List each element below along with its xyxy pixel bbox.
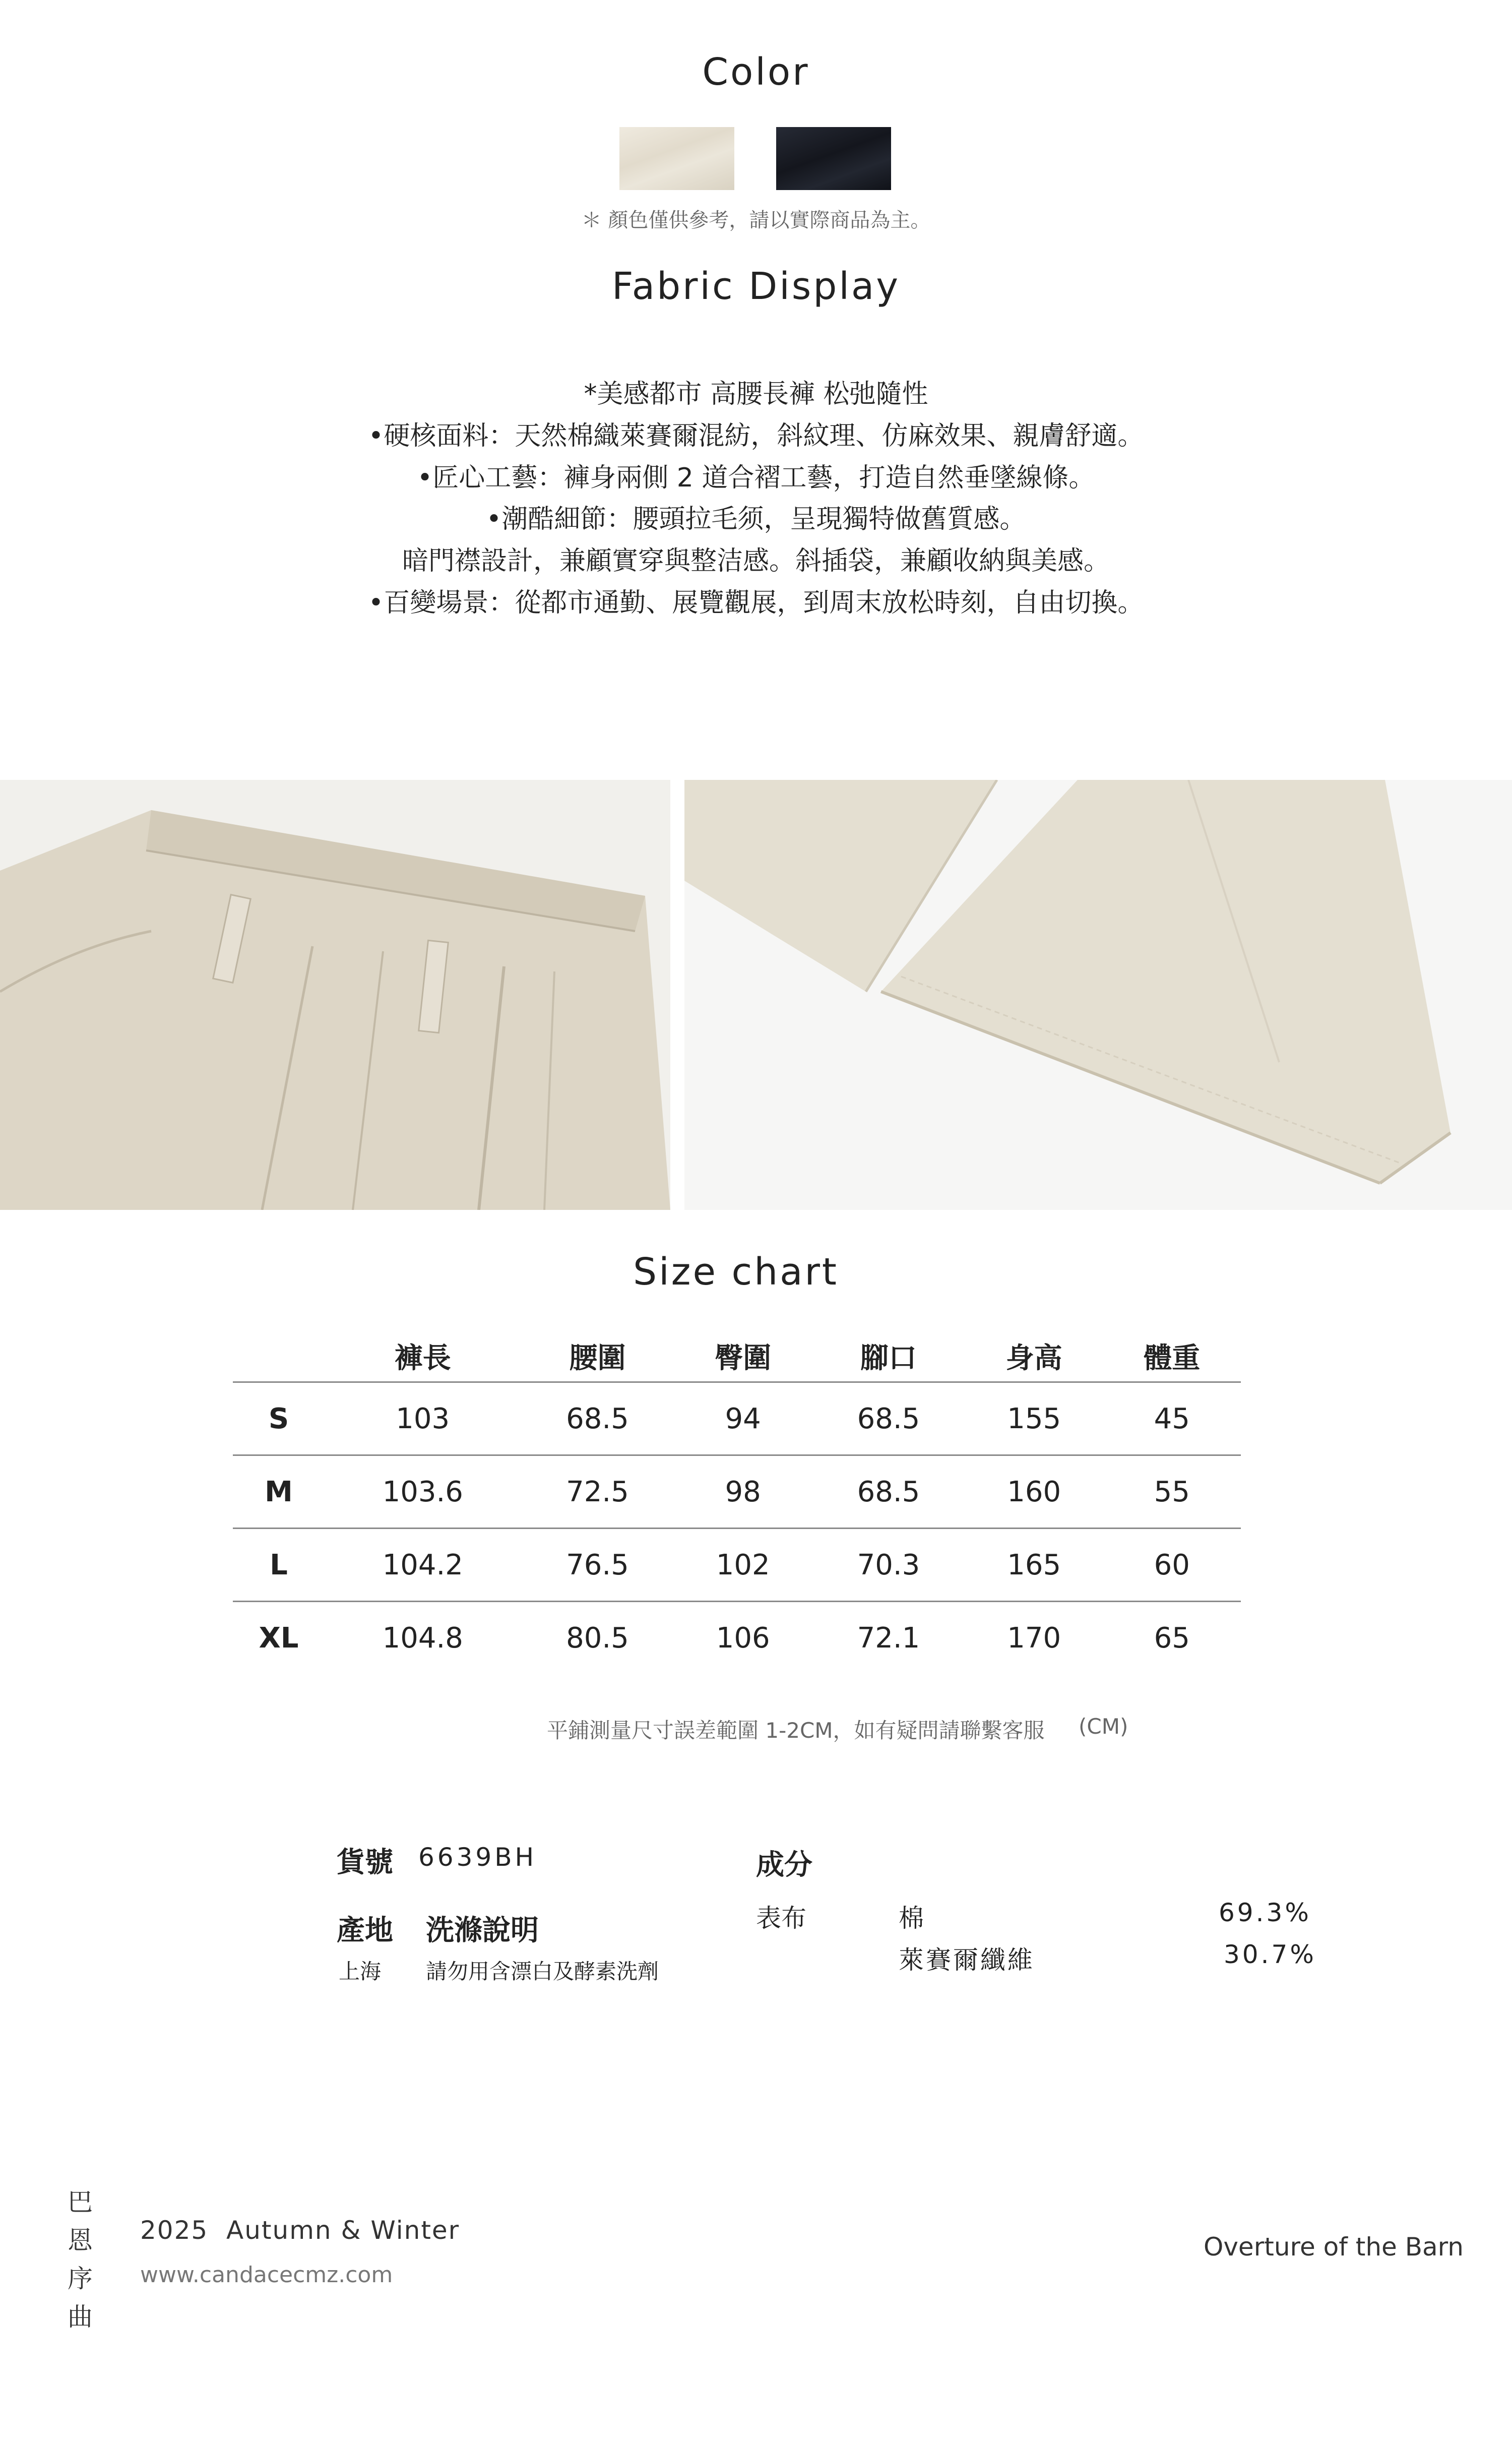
table-cell: 72.1 [812, 1602, 965, 1674]
table-cell: 104.8 [325, 1602, 521, 1674]
fabric-line-3: •匠心工藝：褲身兩側 2 道合褶工藝，打造自然垂墜線條。 [417, 463, 1095, 493]
table-cell: 106 [674, 1602, 812, 1674]
size-label: XL [233, 1602, 325, 1674]
fabric-label: 表布 [756, 1904, 806, 1933]
size-label: S [233, 1382, 325, 1455]
table-row [233, 1529, 1241, 1602]
brand-vertical [62, 2183, 98, 2336]
care-value: 請勿用含漂白及酵素洗劑 [426, 1959, 659, 1984]
care-label: 洗滌說明 [426, 1914, 539, 1947]
fabric-line-5: 暗門襟設計，兼顧實穿與整洁感。斜插袋，兼顧收納與美感。 [402, 546, 1110, 576]
table-row [233, 1382, 1241, 1455]
table-row [233, 1602, 1241, 1674]
fabric-heading: Fabric Display [611, 265, 901, 308]
item-no-value: 6639BH [418, 1843, 537, 1872]
material-name-1: 棉 [899, 1904, 924, 1933]
origin-value: 上海 [339, 1959, 382, 1984]
size-chart-heading: Size chart [633, 1250, 839, 1294]
waistband-photo [0, 780, 670, 1210]
waistband-illustration [0, 780, 670, 1210]
color-note: ＊ 顏色僅供參考，請以實際商品為主。 [581, 209, 931, 232]
brand-char: 序 [68, 2264, 93, 2293]
material-percent-2: 30.7% [1224, 1940, 1316, 1969]
table-row [233, 1455, 1241, 1529]
brand-char: 巴 [68, 2187, 93, 2217]
table-cell: 68.5 [812, 1382, 965, 1455]
table-cell: 70.3 [812, 1529, 965, 1602]
hem-illustration [684, 780, 1512, 1210]
size-table-header [233, 1331, 1241, 1382]
fabric-line-2: •硬核面料：天然棉織萊賽爾混紡，斜紋理、仿麻效果、親膚舒適。 [368, 421, 1144, 451]
col-length: 褲長 [394, 1342, 451, 1375]
size-table [233, 1331, 1241, 1674]
table-cell: 68.5 [812, 1455, 965, 1529]
col-height: 身高 [1005, 1342, 1062, 1375]
fabric-line-1: *美感都市 高腰長褲 松弛隨性 [584, 379, 928, 409]
table-cell: 165 [965, 1529, 1103, 1602]
col-hem: 腳口 [860, 1342, 917, 1375]
table-cell: 170 [965, 1602, 1103, 1674]
table-cell: 72.5 [521, 1455, 674, 1529]
table-cell: 98 [674, 1455, 812, 1529]
col-weight: 體重 [1144, 1342, 1201, 1375]
table-cell: 94 [674, 1382, 812, 1455]
hem-photo [684, 780, 1512, 1210]
table-cell: 65 [1103, 1602, 1241, 1674]
col-hip: 臀圍 [715, 1342, 772, 1375]
col-waist: 腰圍 [569, 1342, 626, 1375]
swatch-cream[interactable] [619, 127, 734, 190]
color-heading: Color [702, 50, 810, 94]
origin-label: 產地 [337, 1914, 393, 1947]
table-cell: 68.5 [521, 1382, 674, 1455]
table-cell: 80.5 [521, 1602, 674, 1674]
size-label: L [233, 1529, 325, 1602]
table-cell: 45 [1103, 1382, 1241, 1455]
table-cell: 103 [325, 1382, 521, 1455]
table-cell: 155 [965, 1382, 1103, 1455]
fabric-line-4: •潮酷細節：腰頭拉毛须，呈現獨特做舊質感。 [486, 504, 1026, 534]
swatch-navy[interactable] [776, 127, 891, 190]
collection-name: Overture of the Barn [1203, 2232, 1464, 2262]
season-label: 2025 Autumn & Winter [140, 2216, 460, 2245]
brand-char: 曲 [68, 2302, 93, 2332]
table-cell: 102 [674, 1529, 812, 1602]
fabric-line-6: •百變場景：從都市通勤、展覽觀展，到周末放松時刻，自由切換。 [368, 588, 1144, 618]
table-cell: 104.2 [325, 1529, 521, 1602]
table-cell: 55 [1103, 1455, 1241, 1529]
brand-char: 恩 [68, 2226, 93, 2255]
website-link[interactable]: www.candacecmz.com [140, 2262, 393, 2288]
size-label: M [233, 1455, 325, 1529]
size-col-empty [233, 1331, 325, 1382]
table-cell: 60 [1103, 1529, 1241, 1602]
material-name-2: 萊賽爾纖維 [899, 1945, 1035, 1975]
item-no-label: 貨號 [337, 1846, 393, 1879]
table-cell: 160 [965, 1455, 1103, 1529]
size-unit: (CM) [1079, 1714, 1128, 1739]
table-cell: 76.5 [521, 1529, 674, 1602]
composition-label: 成分 [756, 1849, 812, 1881]
size-note: 平鋪測量尺寸誤差範圍 1-2CM，如有疑問請聯繫客服 [547, 1718, 1045, 1743]
table-cell: 103.6 [325, 1455, 521, 1529]
material-percent-1: 69.3% [1219, 1898, 1311, 1927]
